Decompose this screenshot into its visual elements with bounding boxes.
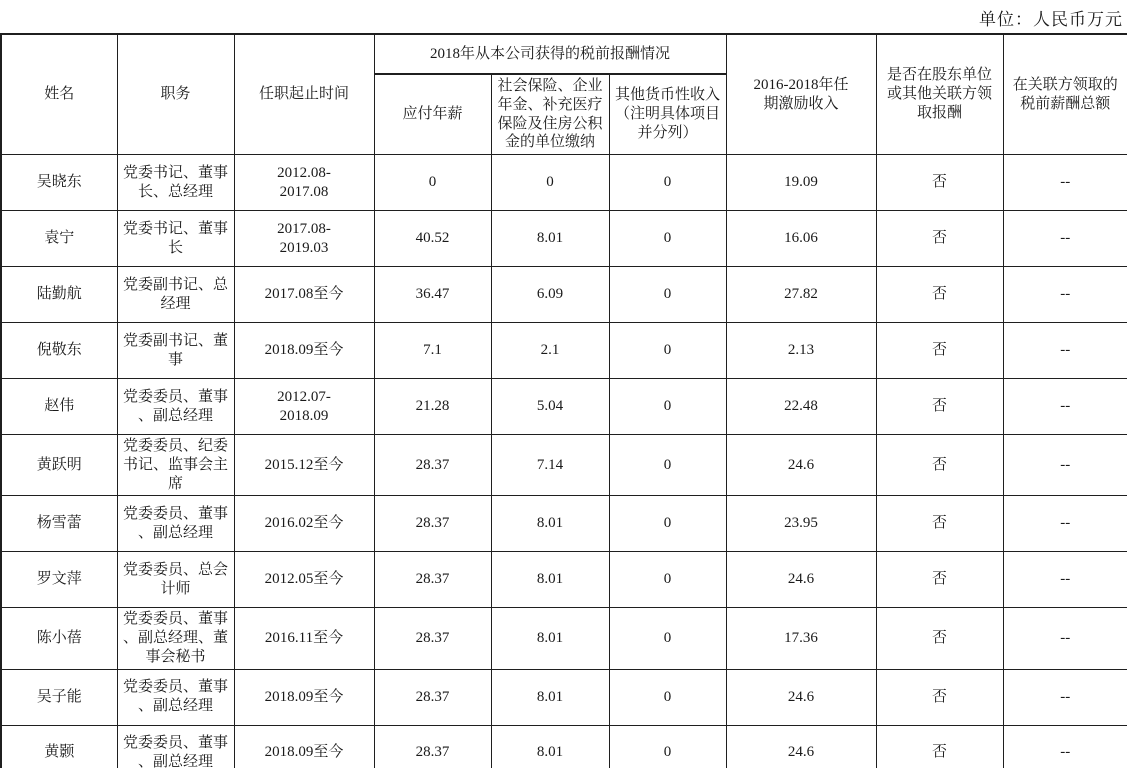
cell-social_insurance: 6.09 bbox=[491, 267, 609, 323]
cell-paid_by_related_party: 否 bbox=[876, 496, 1003, 552]
table-row bbox=[1, 435, 1127, 496]
cell-paid_by_related_party: 否 bbox=[876, 552, 1003, 608]
cell-position: 党委副书记、董事 bbox=[117, 323, 234, 379]
page-top-area bbox=[0, 0, 1127, 33]
cell-position: 党委书记、董事长、总经理 bbox=[117, 155, 234, 211]
cell-related_party_total: -- bbox=[1003, 323, 1127, 379]
table-row bbox=[1, 608, 1127, 669]
cell-position: 党委副书记、总经理 bbox=[117, 267, 234, 323]
cell-paid_by_related_party: 否 bbox=[876, 725, 1003, 768]
cell-other_monetary_income: 0 bbox=[609, 552, 726, 608]
col-header-annual-salary: 应付年薪 bbox=[374, 74, 491, 155]
cell-related_party_total: -- bbox=[1003, 496, 1127, 552]
cell-tenure: 2012.05至今 bbox=[234, 552, 374, 608]
cell-name: 陈小蓓 bbox=[1, 608, 117, 669]
cell-related_party_total: -- bbox=[1003, 725, 1127, 768]
cell-position: 党委书记、董事长 bbox=[117, 211, 234, 267]
cell-other_monetary_income: 0 bbox=[609, 323, 726, 379]
cell-position: 党委委员、董事、副总经理 bbox=[117, 725, 234, 768]
cell-term_incentive: 24.6 bbox=[726, 435, 876, 496]
cell-term_incentive: 24.6 bbox=[726, 725, 876, 768]
cell-term_incentive: 24.6 bbox=[726, 669, 876, 725]
cell-paid_by_related_party: 否 bbox=[876, 211, 1003, 267]
col-header-tenure: 任职起止时间 bbox=[234, 34, 374, 155]
cell-related_party_total: -- bbox=[1003, 211, 1127, 267]
cell-social_insurance: 2.1 bbox=[491, 323, 609, 379]
cell-tenure: 2017.08-2019.03 bbox=[234, 211, 374, 267]
cell-other_monetary_income: 0 bbox=[609, 669, 726, 725]
cell-related_party_total: -- bbox=[1003, 435, 1127, 496]
col-group-header-2018-compensation: 2018年从本公司获得的税前报酬情况 bbox=[374, 34, 726, 74]
cell-term_incentive: 22.48 bbox=[726, 379, 876, 435]
cell-other_monetary_income: 0 bbox=[609, 608, 726, 669]
col-header-name: 姓名 bbox=[1, 34, 117, 155]
cell-name: 杨雪蕾 bbox=[1, 496, 117, 552]
cell-position: 党委委员、董事、副总经理、董事会秘书 bbox=[117, 608, 234, 669]
cell-related_party_total: -- bbox=[1003, 379, 1127, 435]
cell-tenure: 2012.08-2017.08 bbox=[234, 155, 374, 211]
cell-related_party_total: -- bbox=[1003, 552, 1127, 608]
compensation-table bbox=[0, 33, 1127, 768]
table-row bbox=[1, 669, 1127, 725]
cell-related_party_total: -- bbox=[1003, 267, 1127, 323]
col-header-position: 职务 bbox=[117, 34, 234, 155]
cell-tenure: 2017.08至今 bbox=[234, 267, 374, 323]
col-header-term-incentive: 2016-2018年任期激励收入 bbox=[726, 34, 876, 155]
cell-social_insurance: 5.04 bbox=[491, 379, 609, 435]
cell-tenure: 2016.02至今 bbox=[234, 496, 374, 552]
cell-name: 黄跃明 bbox=[1, 435, 117, 496]
col-header-related-total: 在关联方领取的税前薪酬总额 bbox=[1003, 34, 1127, 155]
cell-position: 党委委员、纪委书记、监事会主席 bbox=[117, 435, 234, 496]
cell-annual_salary: 40.52 bbox=[374, 211, 491, 267]
table-row bbox=[1, 267, 1127, 323]
cell-annual_salary: 0 bbox=[374, 155, 491, 211]
cell-other_monetary_income: 0 bbox=[609, 435, 726, 496]
header-row-top bbox=[1, 34, 1127, 74]
cell-related_party_total: -- bbox=[1003, 669, 1127, 725]
cell-paid_by_related_party: 否 bbox=[876, 379, 1003, 435]
cell-other_monetary_income: 0 bbox=[609, 267, 726, 323]
cell-annual_salary: 28.37 bbox=[374, 669, 491, 725]
cell-social_insurance: 8.01 bbox=[491, 669, 609, 725]
cell-annual_salary: 7.1 bbox=[374, 323, 491, 379]
cell-related_party_total: -- bbox=[1003, 155, 1127, 211]
cell-tenure: 2018.09至今 bbox=[234, 725, 374, 768]
cell-social_insurance: 7.14 bbox=[491, 435, 609, 496]
cell-paid_by_related_party: 否 bbox=[876, 155, 1003, 211]
cell-name: 吴子能 bbox=[1, 669, 117, 725]
table-row bbox=[1, 155, 1127, 211]
table-row bbox=[1, 725, 1127, 768]
cell-tenure: 2016.11至今 bbox=[234, 608, 374, 669]
cell-paid_by_related_party: 否 bbox=[876, 669, 1003, 725]
cell-name: 吴晓东 bbox=[1, 155, 117, 211]
cell-other_monetary_income: 0 bbox=[609, 155, 726, 211]
table-row bbox=[1, 323, 1127, 379]
cell-term_incentive: 2.13 bbox=[726, 323, 876, 379]
cell-name: 黄颢 bbox=[1, 725, 117, 768]
cell-paid_by_related_party: 否 bbox=[876, 323, 1003, 379]
cell-term_incentive: 17.36 bbox=[726, 608, 876, 669]
cell-term_incentive: 24.6 bbox=[726, 552, 876, 608]
cell-name: 赵伟 bbox=[1, 379, 117, 435]
cell-position: 党委委员、董事、副总经理 bbox=[117, 496, 234, 552]
cell-social_insurance: 8.01 bbox=[491, 608, 609, 669]
col-header-other-income: 其他货币性收入（注明具体项目并分列） bbox=[609, 74, 726, 155]
col-header-related-party: 是否在股东单位或其他关联方领取报酬 bbox=[876, 34, 1003, 155]
table-row bbox=[1, 379, 1127, 435]
cell-other_monetary_income: 0 bbox=[609, 211, 726, 267]
cell-term_incentive: 16.06 bbox=[726, 211, 876, 267]
cell-annual_salary: 28.37 bbox=[374, 552, 491, 608]
cell-position: 党委委员、董事、副总经理 bbox=[117, 669, 234, 725]
cell-annual_salary: 28.37 bbox=[374, 725, 491, 768]
cell-other_monetary_income: 0 bbox=[609, 725, 726, 768]
cell-annual_salary: 21.28 bbox=[374, 379, 491, 435]
cell-social_insurance: 8.01 bbox=[491, 496, 609, 552]
cell-annual_salary: 36.47 bbox=[374, 267, 491, 323]
cell-related_party_total: -- bbox=[1003, 608, 1127, 669]
cell-tenure: 2018.09至今 bbox=[234, 323, 374, 379]
table-body bbox=[1, 155, 1127, 768]
cell-other_monetary_income: 0 bbox=[609, 496, 726, 552]
cell-paid_by_related_party: 否 bbox=[876, 608, 1003, 669]
cell-paid_by_related_party: 否 bbox=[876, 267, 1003, 323]
cell-term_incentive: 27.82 bbox=[726, 267, 876, 323]
cell-term_incentive: 23.95 bbox=[726, 496, 876, 552]
table-header bbox=[1, 34, 1127, 155]
cell-tenure: 2012.07-2018.09 bbox=[234, 379, 374, 435]
cell-social_insurance: 8.01 bbox=[491, 211, 609, 267]
cell-name: 罗文萍 bbox=[1, 552, 117, 608]
cell-position: 党委委员、董事、副总经理 bbox=[117, 379, 234, 435]
cell-name: 袁宁 bbox=[1, 211, 117, 267]
cell-social_insurance: 8.01 bbox=[491, 552, 609, 608]
table-row bbox=[1, 552, 1127, 608]
cell-social_insurance: 0 bbox=[491, 155, 609, 211]
cell-position: 党委委员、总会计师 bbox=[117, 552, 234, 608]
table-row bbox=[1, 211, 1127, 267]
cell-paid_by_related_party: 否 bbox=[876, 435, 1003, 496]
table-row bbox=[1, 496, 1127, 552]
unit-label: 单位：人民币万元 bbox=[979, 10, 1123, 29]
cell-name: 倪敬东 bbox=[1, 323, 117, 379]
cell-social_insurance: 8.01 bbox=[491, 725, 609, 768]
cell-term_incentive: 19.09 bbox=[726, 155, 876, 211]
cell-annual_salary: 28.37 bbox=[374, 435, 491, 496]
cell-name: 陆勤航 bbox=[1, 267, 117, 323]
cell-tenure: 2015.12至今 bbox=[234, 435, 374, 496]
col-header-social-insurance: 社会保险、企业年金、补充医疗保险及住房公积金的单位缴纳 bbox=[491, 74, 609, 155]
cell-annual_salary: 28.37 bbox=[374, 496, 491, 552]
cell-other_monetary_income: 0 bbox=[609, 379, 726, 435]
cell-annual_salary: 28.37 bbox=[374, 608, 491, 669]
cell-tenure: 2018.09至今 bbox=[234, 669, 374, 725]
